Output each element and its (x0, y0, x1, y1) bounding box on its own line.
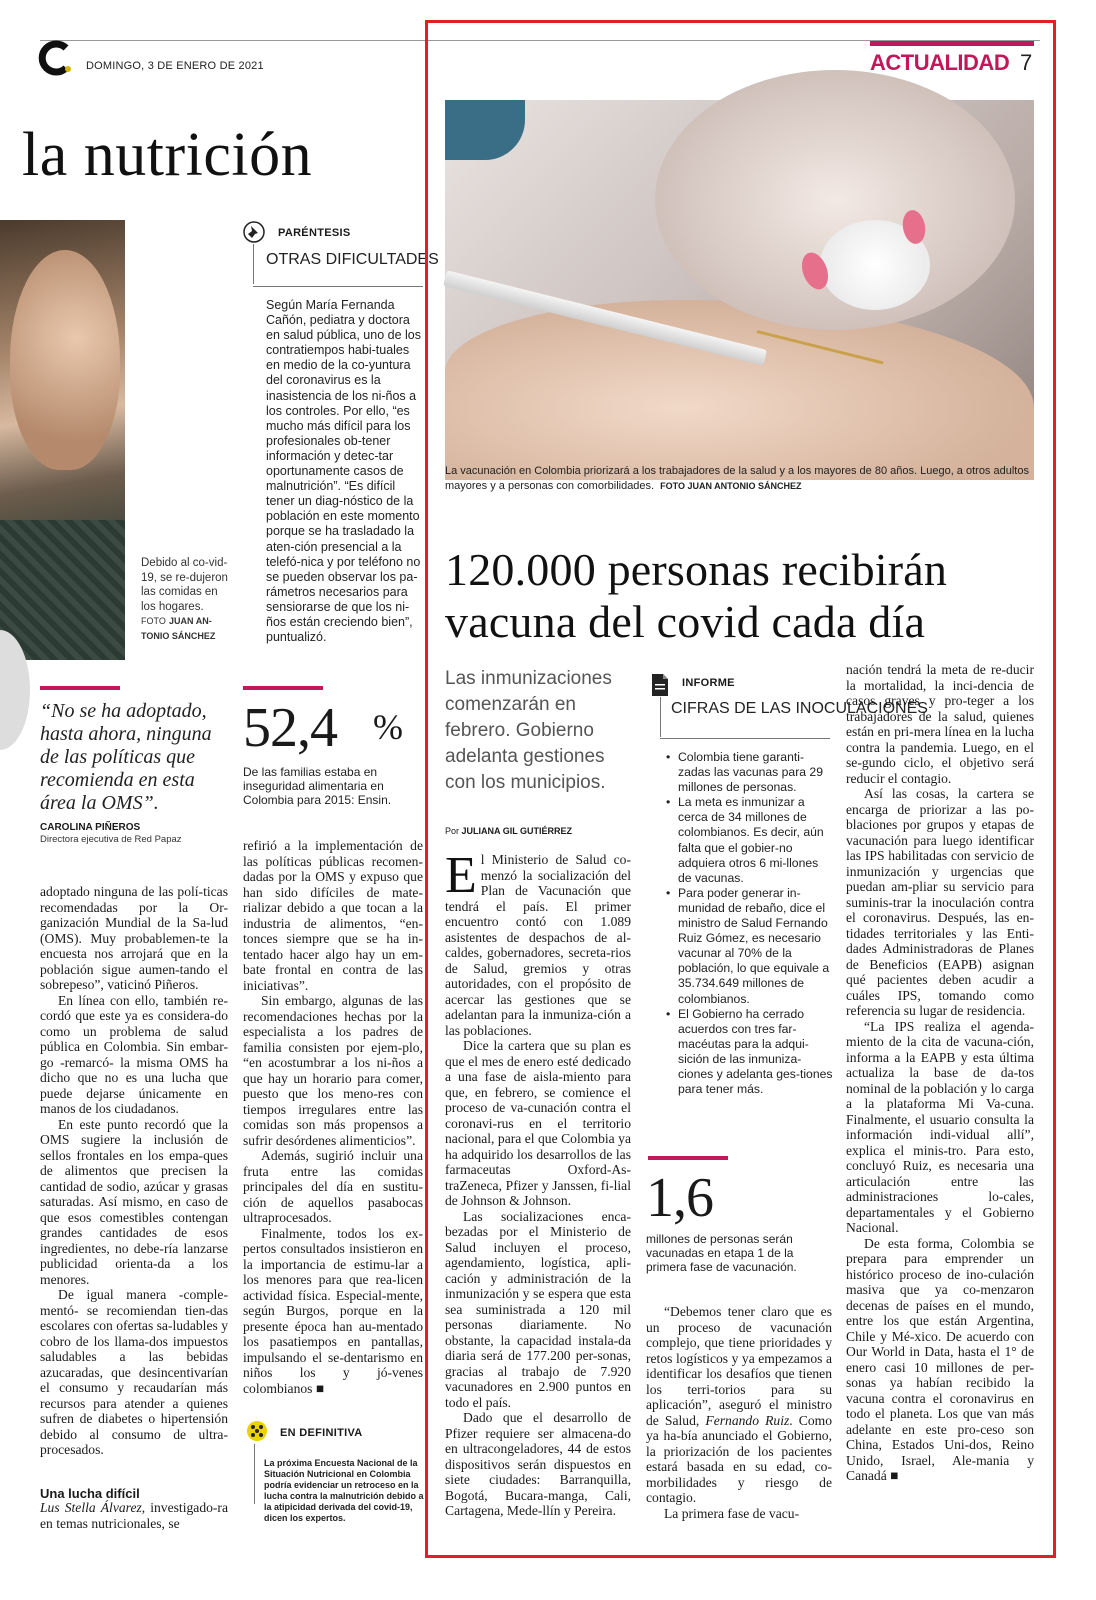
left-photo-caption-text: Debido al co-vid-19, se re-dujeron las comidas en los hogares. (141, 557, 228, 613)
minister-name: Fernando Ruiz (705, 1412, 790, 1428)
paragraph: Dado que el desarrollo de Pfizer requiere ser almacena-do en ultracongeladores, 44 de estos dispositivos serán dispuestos en siete ciudades: Barranquilla, Bogotá, Bucara-manga, Cali, Cartagena, Mede-llín y Pereira. (445, 1410, 631, 1518)
page-number: 7 (1020, 50, 1033, 75)
paragraph: Las socializaciones enca-bezadas por el Ministerio de Salud incluyen el proceso, agendamiento, logística, apli-cación y administración de la inmunización y se espera que esta sea suministrada a 120 mil personas diariamente. No obstante, la capacidad instala-da diaria será de 177.200 per-sonas, gracias al trabajo de 7.920 vacunadores en 2.900 puntos en todo el país. (445, 1208, 631, 1410)
paragraph: refirió a la implementación de las políticas públicas recomen-dadas por la OMS y expuso que han sido difíciles de mate-rializar debido a que tocan a la industria de alimentos, “en-tonces siempre que se ha in-tentado hacer algo hay un em-bate frontal en contra de las iniciativas”. (243, 838, 423, 993)
left-photo-credit-name: JUAN AN-TONIO SÁNCHEZ (141, 616, 216, 641)
paragraph: Dice la cartera que su plan es que el mes de enero esté dedicado a una fase de aisla-miento para que, en febrero, se comience el proceso de va-cunación contra el coronavi-rus en el territorio nacional, para el que Colombia ya ha adquirido los desarrollos de las farmaceutas Oxford-As-traZeneca, Pfizer y Janssen, fi-lial de Johnson & Johnson. (445, 1038, 631, 1208)
quote-author: CAROLINA PIÑEROS (40, 822, 141, 833)
author-name: Lus Stella Álvarez (40, 1500, 142, 1515)
dotted-badge-icon (246, 1420, 268, 1442)
list-item: • La meta es inmunizar a cerca de 34 millones de colombianos. Es decir, aún falta que el gobier-no adquiera otros 6 mi-llones de vacunas. (666, 795, 834, 886)
byline-prefix: Por (445, 826, 460, 836)
section-name: ACTUALIDAD (870, 50, 1010, 75)
left-photo-caption (141, 556, 229, 643)
left-body-column-2 (243, 838, 423, 1398)
vaccination-photo (445, 100, 1034, 460)
paragraph-text: , investigado-ra en temas nutricionales, se (40, 1500, 228, 1531)
parentesis-rule (253, 286, 423, 287)
list-item: • Para poder generar in-munidad de rebaño, dice el ministro de Salud Fernando Ruiz Gómez, es necesario vacunar al 70% de la población, lo que equivale a 35.734.649 millones de colombianos. (666, 886, 834, 1007)
parentesis-body: Según María Fernanda Cañón, pediatra y doctora en salud pública, uno de los contratiempos habi-tuales en medio de la co-yuntura del coronavirus es la inasistencia de los ni-ños a los controles. Por ello, “es mucho más difícil para los profesionales ob-tener información y detec-tar oportunamente casos de malnutrición”. “Es difícil tener un diag-nóstico de la población en este momento porque se ha trasladado la aten-ción presencial a la telefó-nica y por teléfono no se pueden observar los pa-rámetros necesarios para sensiorarse de que los ni-ños están creciendo bien”, puntualizó. (266, 298, 421, 645)
issue-date: DOMINGO, 3 DE ENERO DE 2021 (86, 60, 264, 72)
paragraph-text: l Ministerio de Salud co-menzó la socialización del Plan de Vacunación que tendrá el país. El primer encuentro contó con 1.089 asistentes de despachos de al-caldes, gobernadores, secreta-rios de Salud, gremios y otras autoridades, con el propósito de acercar las gestiones que se adelantan para la inmuniza-ción a las poblaciones. (445, 852, 631, 1038)
en-definitiva-body: La próxima Encuesta Nacional de la Situación Nutricional en Colombia podría evidenciar un retroceso en la lucha contra la malnutrición debido a la atipicidad derivada del covid-19, dicen los expertos. (264, 1458, 424, 1523)
paragraph: “La IPS realiza el agenda-miento de la cita de vacuna-ción, informa a la EAPB y esta última actualiza la base de da-tos nominal de la población y lo carga a la plataforma Mi Va-cuna. Finalmente, el usuario consulta la información indi-vidual allí”, explica el minis-tro. Para esto, concluyó Ruiz, es necesaria una articulación entre las administraciones lo-cales, departamentales y el Gobierno Nacional. (846, 1018, 1034, 1235)
paragraph-text: “Debemos tener claro que es un proceso de vacunación complejo, que tiene prioridades y retos logísticos y ya empezamos a identificar los desafíos que tienen los terri-torios para su aplicación”, aseguró el ministro de Salud, (646, 1304, 832, 1428)
paragraph: Sin embargo, algunas de las recomendaciones hechas por la especialista a los padres de familia consisten por ejem-plo, “en acostumbrar a los ni-ños a que hay un horario para comer, puesto que los meno-res con tiempos irregulares entre las comidas son más propensos a sufrir desórdenes alimenticios”. (243, 993, 423, 1148)
pushpin-icon (243, 221, 265, 243)
paragraph: De igual manera -comple-mentó- se recomiendan tien-das escolares con ofertas sa-ludables y cobro de los llama-dos impuestos saludables a las bebidas azucaradas, que desincentivarían el consumo y recaudarían más recursos para atender a quienes sufren de diabetes o hipertensión debido al consumo de ultra-procesados. (40, 1287, 228, 1457)
stat-description: De las familias estaba en inseguridad alimentaria en Colombia para 2015: Ensin. (243, 765, 392, 807)
left-body-column-1-tail (40, 1500, 228, 1531)
stat-number: 1,6 (646, 1167, 713, 1229)
paragraph: Así las cosas, la cartera se encarga de priorizar a las po-blaciones por grupos y etapas de vacunación para luego identificar las IPS habilitadas con servicio de inmunización y urgencias que puedan am-pliar su servicio para suminis-trar la inoculación contra el coronavirus. Después, las en-tidades territoriales y las Enti-dades Administradoras de Planes de Beneficios (EAPB) asignan qué pacientes deben acudir a cuáles IPS, tomando como referencia su lugar de residencia. (846, 786, 1034, 1018)
article-lede: Las inmunizaciones comenzarán en febrero. Gobierno adelanta gestiones con los municipios. (445, 668, 612, 793)
paragraph: nación tendrá la meta de re-ducir la mortalidad, la inci-dencia de casos graves y pro-teger a los trabajadores de la salud, quienes están en pri-mera línea en la lucha contra la pandemia. Luego, en el se-gundo ciclo, el objetivo será reducir el contagio. (846, 662, 1034, 786)
en-definitiva-label: EN DEFINITIVA (280, 1427, 363, 1439)
en-definitiva-divider (254, 1444, 255, 1504)
informe-label: INFORME (682, 677, 735, 689)
document-icon (650, 673, 670, 697)
drop-cap: E (445, 847, 477, 904)
parentesis-divider (253, 244, 254, 284)
stat-accent-bar (243, 686, 323, 690)
quote-author-role: Directora ejecutiva de Red Papaz (40, 834, 182, 845)
quote-accent-bar (40, 686, 120, 690)
article-column-3 (846, 662, 1034, 1542)
pull-quote: “No se ha adoptado, hasta ahora, ninguna de las políticas que recomienda en esta área la OMS”. (40, 700, 212, 814)
article-column-1 (445, 847, 631, 1532)
main-photo-credit: FOTO JUAN ANTONIO SÁNCHEZ (660, 481, 802, 491)
parentesis-label: PARÉNTESIS (278, 227, 351, 239)
left-subhead: Una lucha difícil (40, 1486, 140, 1501)
stat-description: millones de personas serán vacunadas en etapa 1 de la primera fase de vacunación. (646, 1232, 797, 1274)
informe-divider (660, 697, 661, 737)
byline-name: JULIANA GIL GUTIÉRREZ (461, 826, 573, 836)
stat-unit: % (373, 707, 403, 747)
informe-title: CIFRAS DE LAS INOCULACIONES (671, 700, 928, 717)
paragraph: En línea con ello, también re-cordó que este ya es considera-do como un problema de salud pública en Colombia. Sin embar-go -remarcó- la misma OMS ha dicho que no es una lucha que puede dejarse únicamente en manos de los ciudadanos. (40, 992, 228, 1116)
paragraph: La primera fase de vacu- (664, 1505, 800, 1521)
list-item: • El Gobierno ha cerrado acuerdos con tres far-macéutas para la adqui-sición de las inmuniza-ciones y adelanta ges-tiones para tener más. (666, 1007, 834, 1098)
paragraph: Finalmente, todos los ex-pertos consultados insistieron en la importancia de estimu-lar a los menores para que rea-licen actividad física. Especial-mente, según Burgos, porque en la presente época han au-mentado los pasatiempos en pantallas, impulsando el se-dentarismo en niños los y jó-venes colombianos ■ (243, 1225, 423, 1396)
main-photo-caption-text: La vacunación en Colombia priorizará a los trabajadores de la salud y a los mayores de 80 años. Luego, a otros adultos mayores y a personas con comorbilidades. (445, 465, 1029, 492)
article-column-2 (646, 1304, 832, 1521)
paragraph: En este punto recordó que la OMS sugiere la inclusión de sellos frontales en los empa-ques de alimentos que precisen la cantidad de sodio, azúcar y grasas saturadas. Así mismo, en caso de que esos comestibles contengan grandes cantidades de esos ingredientes, no debe-ría lanzarse publicidad orienta-da a los menores. (40, 1116, 228, 1287)
left-photo-credit-prefix: FOTO (141, 616, 166, 626)
informe-rule (660, 738, 830, 739)
paragraph: De esta forma, Colombia se prepara para emprender un histórico proceso de ino-culación masiva que ya co-menzaron decenas de países en el mundo, entre los que están Argentina, Chile y Mé-xico. De acuerdo con Our World in Data, hasta el 1° de enero casi 10 millones de per-sonas ya habían recibido la vacuna contra el coronavirus en todo el planeta. Los que van más adelante en este pro-ceso son China, Estados Uni-dos, Reino Unido, Israel, Ale-mania y Canadá ■ (846, 1235, 1034, 1483)
parentesis-title: OTRAS DIFICULTADES (266, 251, 439, 268)
paragraph-text: . Como ya ha-bía anunciado el Gobierno, la priorización de los pacientes estará basada en su edad, co-morbilidades y riesgo de contagio. (646, 1412, 832, 1505)
stat-accent-bar (648, 1156, 728, 1160)
left-headline: la nutrición (22, 121, 313, 189)
child-photo (0, 220, 125, 657)
main-photo-caption (445, 464, 1034, 494)
byline (445, 826, 572, 836)
stat-number: 52,4 (243, 697, 337, 759)
paragraph: adoptado ninguna de las polí-ticas recomendadas por la Or-ganización Mundial de la Sa-lud (OMS). Muy probablemen-te la encuesta nos arrojará que en la población sigue aumen-tando el sobrepeso”, vaticinó Piñeros. (40, 884, 228, 992)
list-item: • Colombia tiene garanti-zadas las vacunas para 29 millones de personas. (666, 750, 834, 795)
paragraph: Además, sugirió incluir una fruta entre las comidas principales del día en sustitu-ción de aquellos pasabocas ultraprocesados. (243, 1148, 423, 1225)
masthead-logo (40, 40, 72, 76)
informe-list (666, 750, 834, 1097)
article-headline: 120.000 personas recibirán vacuna del covid cada día (445, 544, 948, 647)
left-body-column-1 (40, 884, 228, 1457)
